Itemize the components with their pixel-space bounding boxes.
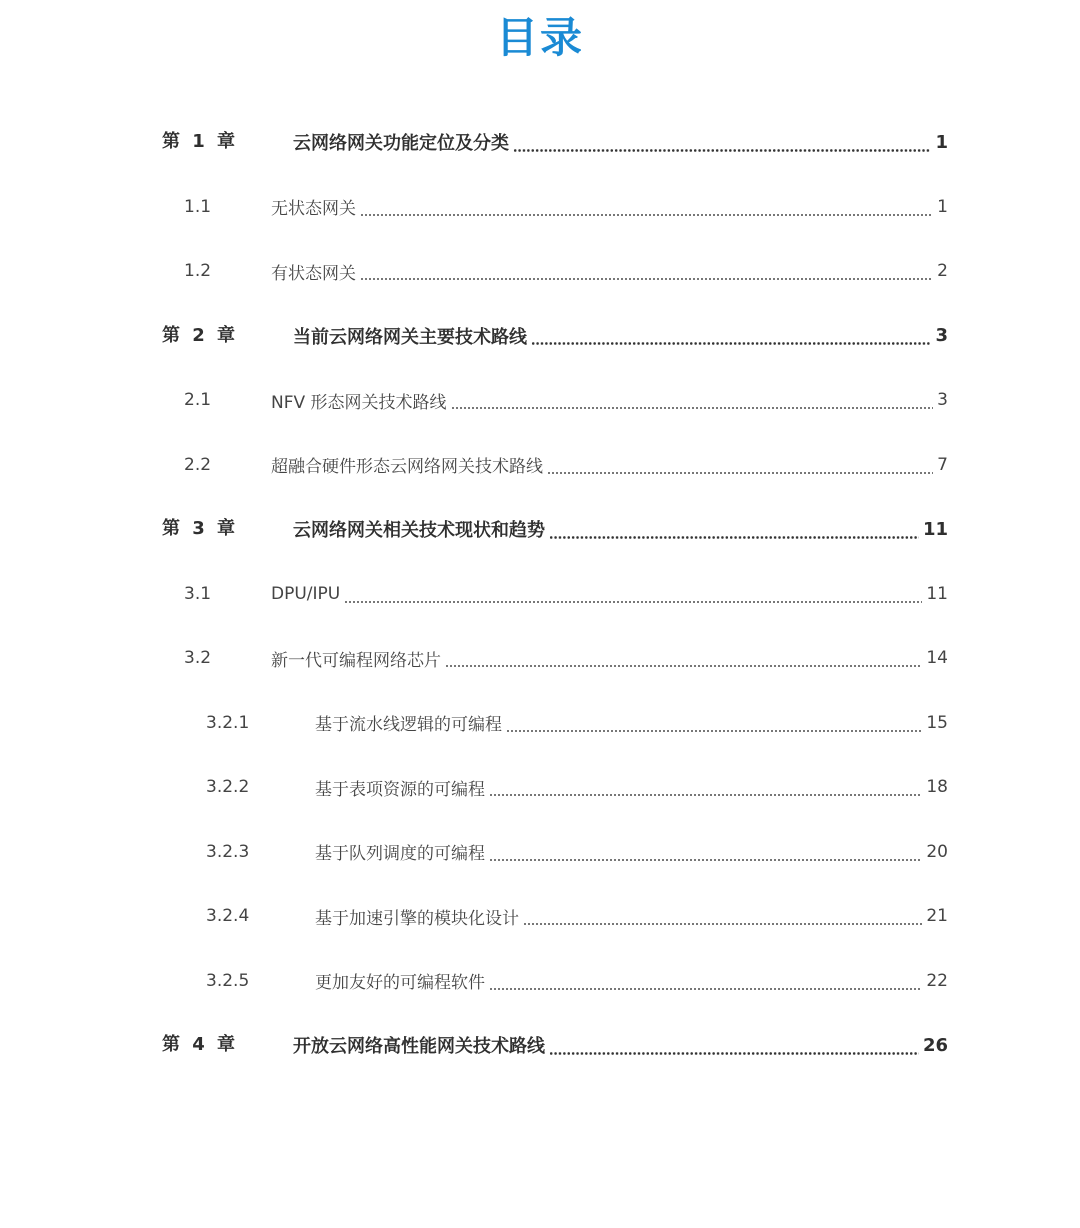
toc-entry-page-number: 1: [935, 131, 948, 153]
toc-entry-number: 3.2.2: [206, 777, 250, 797]
dot-leader: [489, 794, 922, 796]
dot-leader: [489, 988, 922, 990]
toc-entry-chapter[interactable]: [0, 509, 1080, 549]
toc-entry-title: 无状态网关: [271, 199, 356, 219]
toc-entry-page-number: 14: [926, 648, 948, 668]
toc-entry-number: 3.2.5: [206, 970, 250, 991]
toc-entry-line: [271, 445, 948, 485]
toc-entry-line: [271, 638, 948, 678]
toc-entry-number: 1.2: [184, 261, 212, 281]
dot-leader: [445, 665, 922, 667]
toc-entry-page-number: 11: [926, 583, 948, 604]
dot-leader: [506, 730, 922, 732]
toc-entry-page-number: 18: [926, 777, 948, 797]
toc-entry-page-number: 2: [937, 261, 948, 281]
toc-entry-number: 第 3 章: [162, 518, 239, 539]
toc-entry-title: 超融合硬件形态云网络网关技术路线: [271, 457, 543, 477]
dot-leader: [360, 278, 933, 280]
toc-entry-number: 3.2.4: [206, 906, 250, 926]
toc-entry-line: [271, 251, 948, 291]
toc-entry-number: 3.2.3: [206, 841, 250, 862]
toc-entry-title: DPU/IPU: [271, 583, 341, 604]
toc-entry-page-number: 26: [922, 1034, 948, 1056]
toc-entry-number: 2.2: [184, 454, 212, 475]
toc-entry-number: 3.2.1: [206, 712, 250, 733]
toc-entry-page-number: 15: [926, 712, 948, 733]
toc-entry-line: [293, 122, 948, 162]
toc-entry-title: 更加友好的可编程软件: [315, 973, 485, 993]
toc-entry-sub[interactable]: [0, 767, 1080, 807]
toc-entry-title: 当前云网络网关主要技术路线: [293, 326, 527, 348]
toc-entry-title: 有状态网关: [271, 263, 356, 284]
toc-entry-sub[interactable]: [0, 832, 1080, 872]
toc-entry-number: 第 1 章: [162, 131, 239, 152]
toc-entry-line: [293, 1025, 948, 1065]
toc-entry-title: NFV 形态网关技术路线: [271, 392, 447, 413]
dot-leader: [531, 342, 931, 345]
toc-entry-number: 3.1: [184, 583, 212, 604]
toc-entry-page-number: 21: [926, 906, 948, 926]
toc-entry-chapter[interactable]: [0, 316, 1080, 356]
toc-entry-section[interactable]: [0, 187, 1080, 227]
toc-entry-number: 3.2: [184, 648, 212, 668]
dot-leader: [344, 601, 922, 603]
toc-entry-chapter[interactable]: [0, 1025, 1080, 1065]
toc-entry-section[interactable]: [0, 445, 1080, 485]
toc-entry-line: [315, 767, 948, 807]
toc-entry-line: [271, 380, 948, 420]
toc-entry-sub[interactable]: [0, 896, 1080, 936]
toc-entry-section[interactable]: [0, 638, 1080, 678]
dot-leader: [513, 149, 931, 152]
toc-entry-page-number: 22: [926, 970, 948, 991]
toc-entry-title: 云网络网关相关技术现状和趋势: [293, 520, 545, 541]
toc-entry-section[interactable]: [0, 574, 1080, 614]
toc-entry-line: [271, 187, 948, 227]
toc-entry-page-number: 3: [937, 390, 948, 410]
toc-entry-line: [315, 832, 948, 872]
dot-leader: [360, 214, 933, 216]
toc-entry-number: 2.1: [184, 390, 212, 410]
toc-entry-title: 基于队列调度的可编程: [315, 844, 485, 864]
toc-entry-title: 云网络网关功能定位及分类: [293, 133, 509, 154]
toc-entry-sub[interactable]: [0, 961, 1080, 1001]
toc-entry-line: [315, 896, 948, 936]
toc-entry-page-number: 11: [922, 518, 948, 540]
toc-entry-number: 第 2 章: [162, 324, 239, 346]
dot-leader: [549, 1052, 919, 1055]
toc-entry-page-number: 3: [935, 325, 948, 346]
page-title: 目录: [495, 13, 584, 62]
toc-entry-page-number: 7: [937, 454, 948, 475]
toc-entry-page-number: 1: [937, 196, 948, 217]
toc-entry-line: [315, 961, 948, 1001]
toc-entry-page-number: 20: [926, 841, 948, 862]
dot-leader: [489, 859, 922, 861]
toc-entry-title: 新一代可编程网络芯片: [271, 650, 441, 671]
toc-entry-line: [293, 316, 948, 356]
toc-entry-line: [271, 574, 948, 614]
dot-leader: [451, 407, 934, 409]
toc-entry-line: [315, 703, 948, 743]
toc-entry-sub[interactable]: [0, 703, 1080, 743]
toc-entry-section[interactable]: [0, 251, 1080, 291]
toc-entry-title: 开放云网络高性能网关技术路线: [293, 1036, 545, 1057]
dot-leader: [547, 472, 933, 474]
toc-entry-title: 基于流水线逻辑的可编程: [315, 715, 502, 735]
toc-entry-number: 第 4 章: [162, 1034, 239, 1055]
toc-entry-line: [293, 509, 948, 549]
dot-leader: [549, 536, 919, 539]
toc-entry-section[interactable]: [0, 380, 1080, 420]
toc-entry-chapter[interactable]: [0, 122, 1080, 162]
toc-entry-number: 1.1: [184, 196, 212, 217]
toc-entry-title: 基于表项资源的可编程: [315, 779, 485, 800]
toc-entry-title: 基于加速引擎的模块化设计: [315, 908, 519, 929]
dot-leader: [523, 923, 922, 925]
